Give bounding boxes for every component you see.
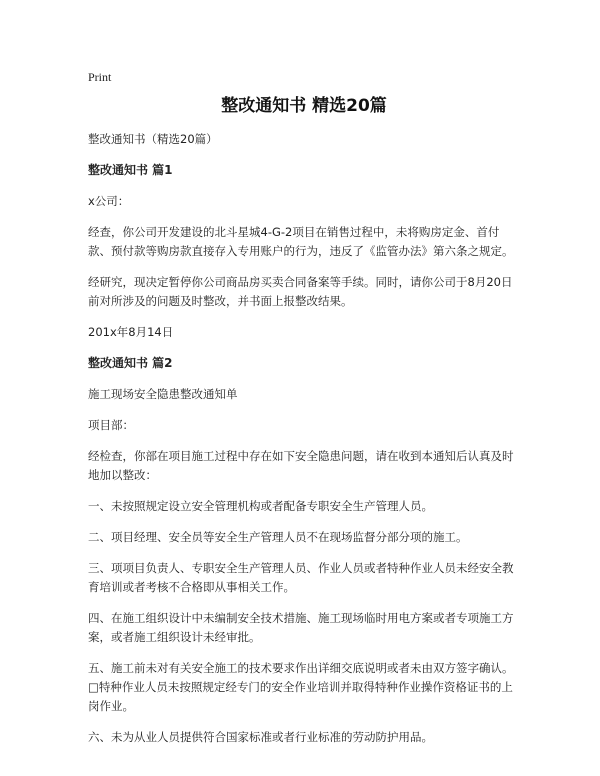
list-item: 一、未按照规定设立安全管理机构或者配备专职安全生产管理人员。 — [88, 499, 433, 513]
addressee: x公司： — [88, 194, 130, 208]
document-body — [88, 130, 520, 759]
section-heading: 整改通知书 篇1 — [88, 163, 173, 177]
list-item: 五、施工前未对有关安全施工的技术要求作出详细交底说明或者未由双方签字确认。□特种作业人员未按照规定经专门的安全作业培训并取得特种作业操作资格证书的上岗作业。 — [88, 661, 514, 713]
list-item: 三、项项目负责人、专职安全生产管理人员、作业人员或者特种作业人员未经安全教育培训或者考核不合格即从事相关工作。 — [88, 561, 514, 594]
list-item: 四、在施工组织设计中未编制安全技术措施、施工现场临时用电方案或者专项施工方案，或者施工组织设计未经审批。 — [88, 611, 514, 644]
body-paragraph: 经查，你公司开发建设的北斗星城4-G-2项目在销售过程中，未将购房定金、首付款、预付款等购房款直接存入专用账户的行为，违反了《监管办法》第六条之规定。 — [88, 225, 514, 258]
list-item: 六、未为从业人员提供符合国家标准或者行业标准的劳动防护用品。 — [88, 730, 433, 744]
body-paragraph: 经研究，现决定暂停你公司商品房买卖合同备案等手续。同时，请你公司于8月20日前对所涉及的问题及时整改，并书面上报整改结果。 — [88, 275, 513, 308]
subtitle-paragraph: 整改通知书（精选20篇） — [88, 132, 218, 146]
addressee: 项目部： — [88, 418, 134, 432]
body-paragraph: 经检查，你部在项目施工过程中存在如下安全隐患问题，请在收到本通知后认真及时地加以整改： — [88, 449, 514, 482]
section-heading: 整改通知书 篇2 — [88, 356, 173, 370]
list-item: 二、项目经理、安全员等安全生产管理人员不在现场监督分部分项的施工。 — [88, 530, 468, 544]
page-title: 整改通知书 精选20篇 — [221, 96, 387, 116]
print-link[interactable]: Print — [88, 70, 112, 84]
date-line: 201x年8月14日 — [88, 325, 174, 339]
notice-title: 施工现场安全隐患整改通知单 — [88, 387, 238, 401]
